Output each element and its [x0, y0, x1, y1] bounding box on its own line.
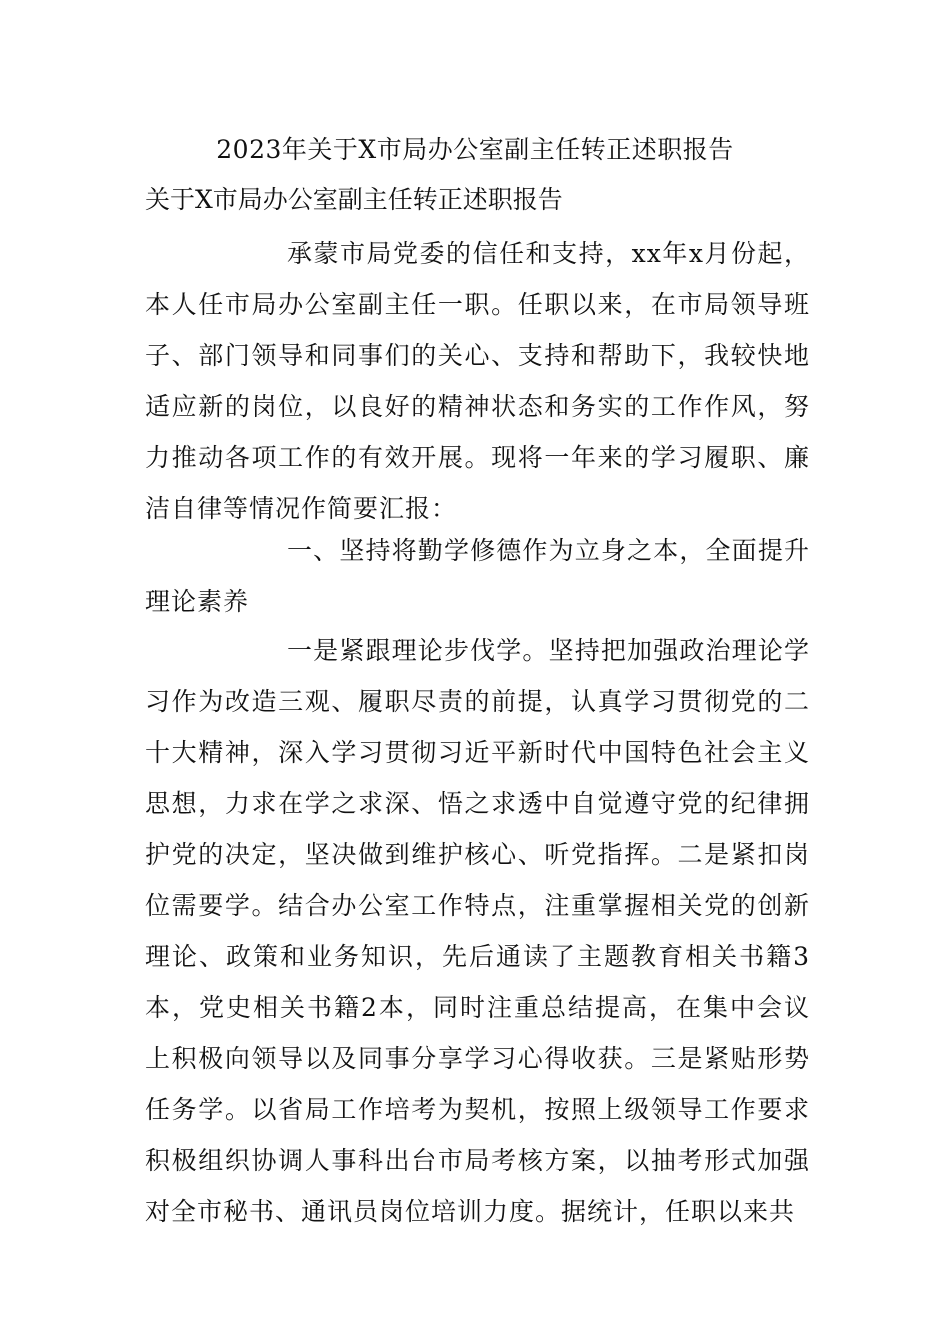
section-heading-1: 一、坚持将勤学修德作为立身之本，全面提升理论素养 — [145, 536, 810, 616]
paragraph-intro: 承蒙市局党委的信任和支持，xx年x月份起，本人任市局办公室副主任一职。任职以来，在市局领导班子、部门领导和同事们的关心、支持和帮助下，我较快地适应新的岗位，以良好的精神状态和务实的工作作风，努力推动各项工作的有效开展。现将一年来的学习履职、廉洁自律等情况作简要汇报： — [145, 239, 810, 523]
paragraph-section-1-body: 一是紧跟理论步伐学。坚持把加强政治理论学习作为改造三观、履职尽责的前提，认真学习贯彻党的二十大精神，深入学习贯彻习近平新时代中国特色社会主义思想，力求在学之求深、悟之求透中自觉遵守党的纪律拥护党的决定，坚决做到维护核心、听党指挥。二是紧扣岗位需要学。结合办公室工作特点，注重掌握相关党的创新理论、政策和业务知识，先后通读了主题教育相关书籍3本，党史相关书籍2本，同时注重总结提高，在集中会议上积极向领导以及同事分享学习心得收获。三是紧贴形势任务学。以省局工作培考为契机，按照上级领导工作要求积极组织协调人事科出台市局考核方案，以抽考形式加强对全市秘书、通讯员岗位培训力度。据统计，任职以来共 — [145, 636, 810, 1226]
document-title: 2023年关于X市局办公室副主任转正述职报告 — [216, 135, 734, 164]
document-subtitle: 关于X市局办公室副主任转正述职报告 — [145, 185, 563, 214]
